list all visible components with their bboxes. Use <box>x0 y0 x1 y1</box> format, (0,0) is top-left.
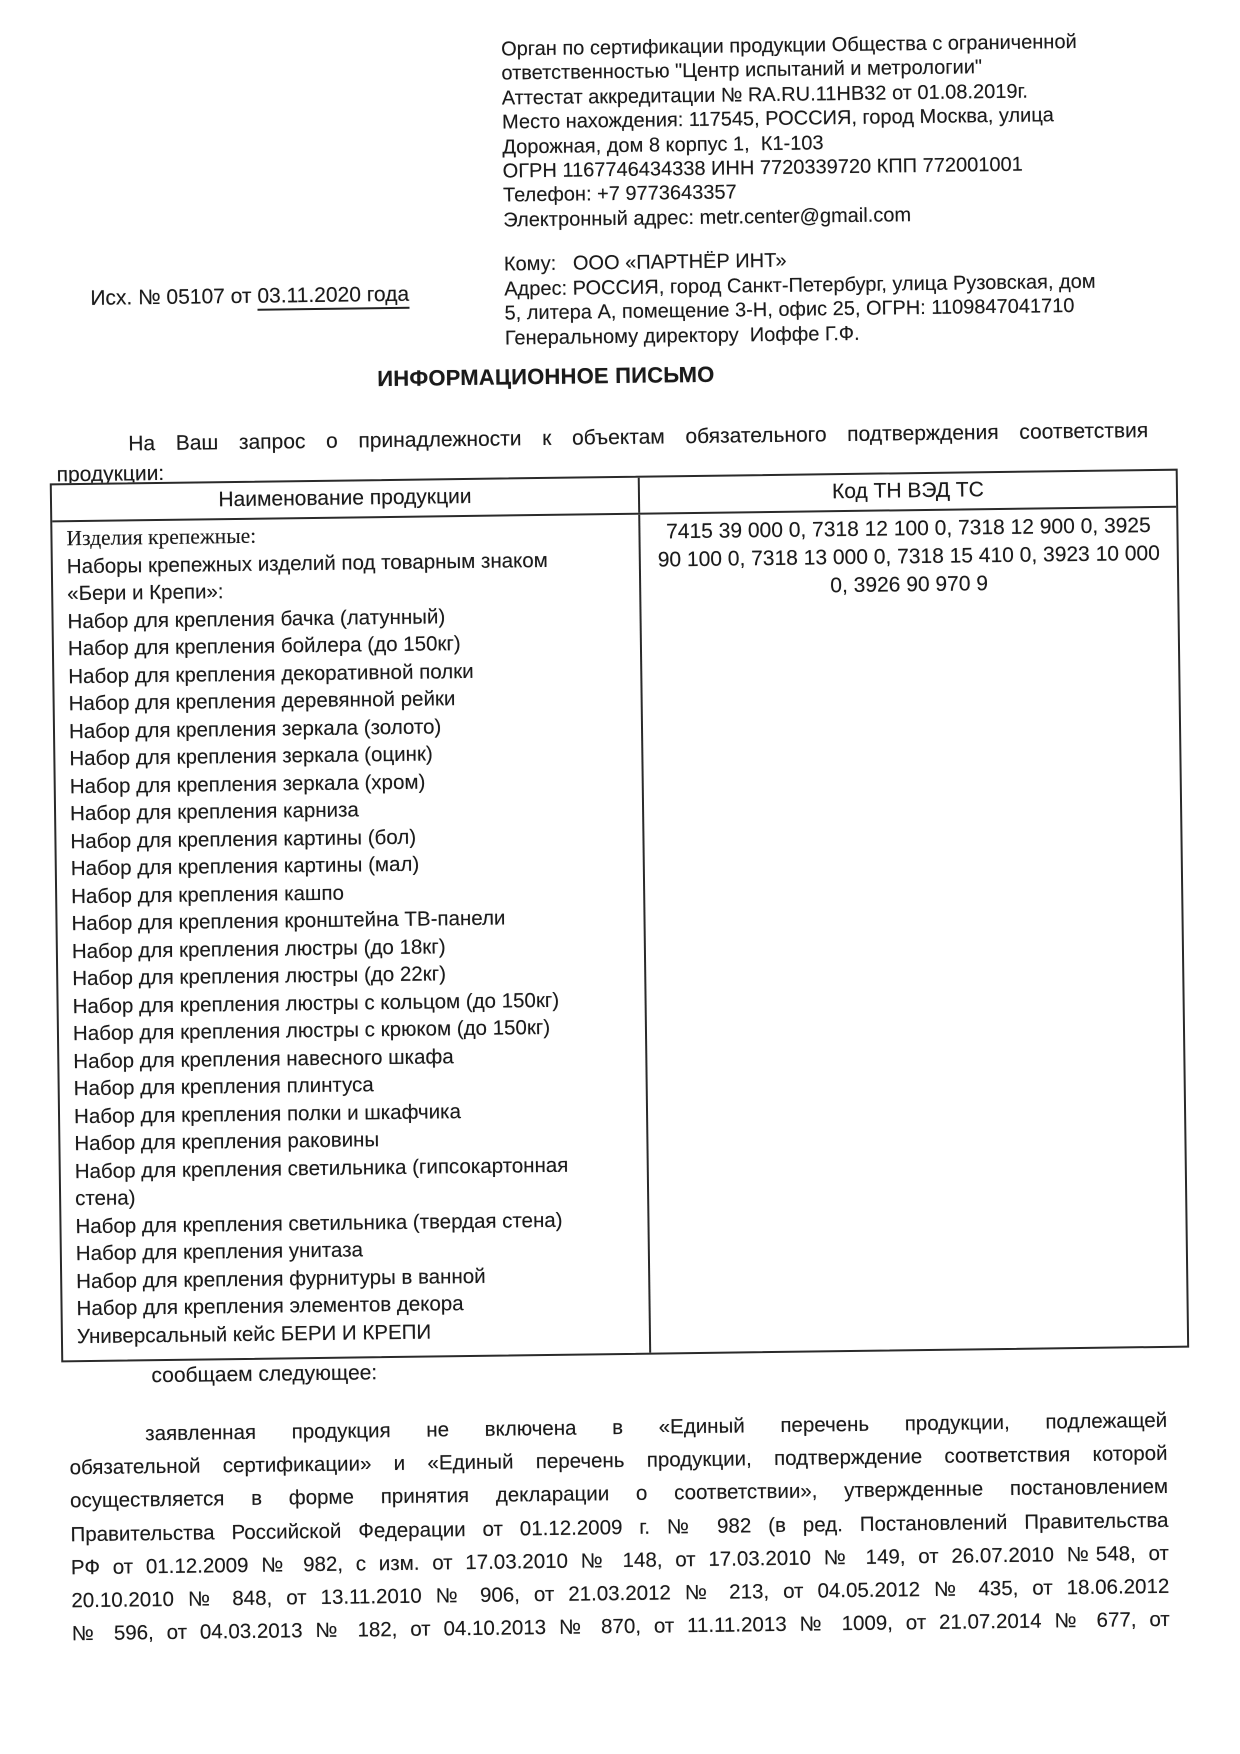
outgoing-number-prefix: Исх. № 05107 от <box>90 284 258 310</box>
certification-body-line: Орган по сертификации продукции Общества с ограниченной <box>500 30 1077 61</box>
product-item: Набор для крепления раковины <box>74 1128 380 1156</box>
product-item: Универсальный кейс БЕРИ И КРЕПИ <box>76 1320 432 1348</box>
product-item: Набор для крепления зеркала (золото) <box>68 714 442 743</box>
product-list-cell <box>52 515 651 1361</box>
recipient-line: Адрес: РОССИЯ, город Санкт-Петербург, улица Рузовская, дом <box>504 270 1096 301</box>
product-item: Набор для крепления плинтуса <box>73 1073 374 1101</box>
product-item: Набор для крепления бойлера (до 150кг) <box>67 632 461 661</box>
product-item: Набор для крепления декоративной полки <box>68 659 474 688</box>
recipient-line: Генеральному директору Иоффе Г.Ф. <box>504 322 860 350</box>
product-item: Набор для крепления зеркала (оцинк) <box>69 742 433 771</box>
product-item: Набор для крепления люстры с кольцом (до 150кг) <box>72 988 560 1018</box>
column-header-tnved-code: Код ТН ВЭД ТС <box>831 478 984 504</box>
certification-body-line: ответственностью "Центр испытаний и метрологии" <box>501 56 983 85</box>
product-item: Набор для крепления деревянной рейки <box>68 687 456 716</box>
product-item: Набор для крепления картины (мал) <box>70 852 420 881</box>
letter-title: ИНФОРМАЦИОННОЕ ПИСЬМО <box>377 361 715 392</box>
product-item: Набор для крепления полки и шкафчика <box>73 1099 462 1128</box>
product-item: Набор для крепления карниза <box>69 798 359 826</box>
product-item: Набор для крепления элементов декора <box>76 1292 464 1321</box>
column-header-product-name: Наименование продукции <box>52 478 640 521</box>
closing-line: 20.10.2010 № 848, от 13.11.2010 № 906, от 21.03.2012 № 213, от 04.05.2012 № 435, от 18.06.2012 <box>71 1574 1170 1613</box>
product-item: Набор для крепления зеркала (хром) <box>69 770 426 798</box>
product-item: Набор для крепления навесного шкафа <box>73 1044 454 1073</box>
intro-line-1: На Ваш запрос о принадлежности к объектам обязательного подтверждения соответствия <box>128 419 1149 456</box>
recipient-line: Кому: ООО «ПАРТНЁР ИНТ» <box>503 249 787 276</box>
closing-line: Правительства Российской Федерации от 01.12.2009 г. № 982 (в ред. Постановлений Правительства <box>70 1508 1169 1546</box>
certification-body-line: Дорожная, дом 8 корпус 1, К1-103 <box>502 131 824 159</box>
outgoing-date-underlined: 03.11.2020 года <box>257 283 409 311</box>
products-table <box>50 469 1189 1363</box>
product-items-list <box>67 601 619 1351</box>
closing-paragraph <box>69 1409 1170 1656</box>
certification-body-line: Место нахождения: 117545, РОССИЯ, город Москва, улица <box>501 104 1055 134</box>
intro-line-2: продукции: <box>56 461 165 487</box>
recipient-line: 5, литера А, помещение 3-Н, офис 25, ОГРН: 1109847041710 <box>504 295 1075 325</box>
product-item: Набор для крепления кашпо <box>71 881 345 908</box>
product-item: Набор для крепления люстры (до 18кг) <box>71 934 446 963</box>
certification-body-line: Аттестат аккредитации № RA.RU.11НВ32 от 01.08.2019г. <box>501 80 1029 110</box>
tnved-codes-cell: 7415 39 000 0, 7318 12 100 0, 7318 12 900 0, 3925 90 100 0, 7318 13 000 0, 7318 15 410 0, 3923 10 000 0, 3926 90 970 9 <box>657 514 1160 598</box>
product-item: Набор для крепления картины (бол) <box>70 825 417 853</box>
certification-body-line: Телефон: +7 9773643357 <box>502 181 737 207</box>
product-item: Набор для крепления кронштейна ТВ-панели <box>71 906 506 936</box>
product-item: Набор для крепления светильника (гипсокартонная стена) <box>74 1153 569 1211</box>
closing-line: осуществляется в форме принятия декларации о соответствии», утвержденные постановлением <box>69 1475 1169 1513</box>
certification-body-line: ОГРН 1167746434338 ИНН 7720339720 КПП 772001001 <box>502 153 1023 183</box>
product-item: Набор для крепления люстры (до 22кг) <box>72 962 447 991</box>
certification-body-block <box>501 29 1144 233</box>
outgoing-reference <box>55 259 410 336</box>
closing-line: № 596, от 04.03.2013 № 182, от 04.10.2013 № 870, от 11.11.2013 № 1009, от 21.07.2014 № 677, от <box>71 1607 1170 1646</box>
product-item: Набор для крепления фурнитуры в ванной <box>76 1264 486 1293</box>
product-item: Набор для крепления светильника (твердая стена) <box>75 1208 563 1238</box>
product-item: Набор для крепления бачка (латунный) <box>67 604 446 633</box>
product-category-line: Изделия крепежные: <box>66 523 257 551</box>
product-trademark-line: Наборы крепежных изделий под товарным знаком «Бери и Крепи»: <box>66 548 548 606</box>
recipient-block <box>504 244 1150 351</box>
certification-body-line: Электронный адрес: metr.center@gmail.com <box>503 203 912 232</box>
product-item: Набор для крепления люстры с крюком (до 150кг) <box>72 1015 551 1046</box>
closing-line: заявленная продукция не включена в «Единый перечень продукции, подлежащей <box>145 1408 1168 1446</box>
product-item: Набор для крепления унитаза <box>75 1238 364 1266</box>
closing-line: обязательной сертификации» и «Единый перечень продукции, подтверждение соответствия которой <box>69 1442 1168 1480</box>
table-body-row <box>52 508 1187 1361</box>
closing-line: РФ от 01.12.2009 № 982, с изм. от 17.03.2010 № 148, от 17.03.2010 № 149, от 26.07.2010 №548, от <box>70 1541 1170 1579</box>
after-table-note: сообщаем следующее: <box>151 1361 378 1388</box>
